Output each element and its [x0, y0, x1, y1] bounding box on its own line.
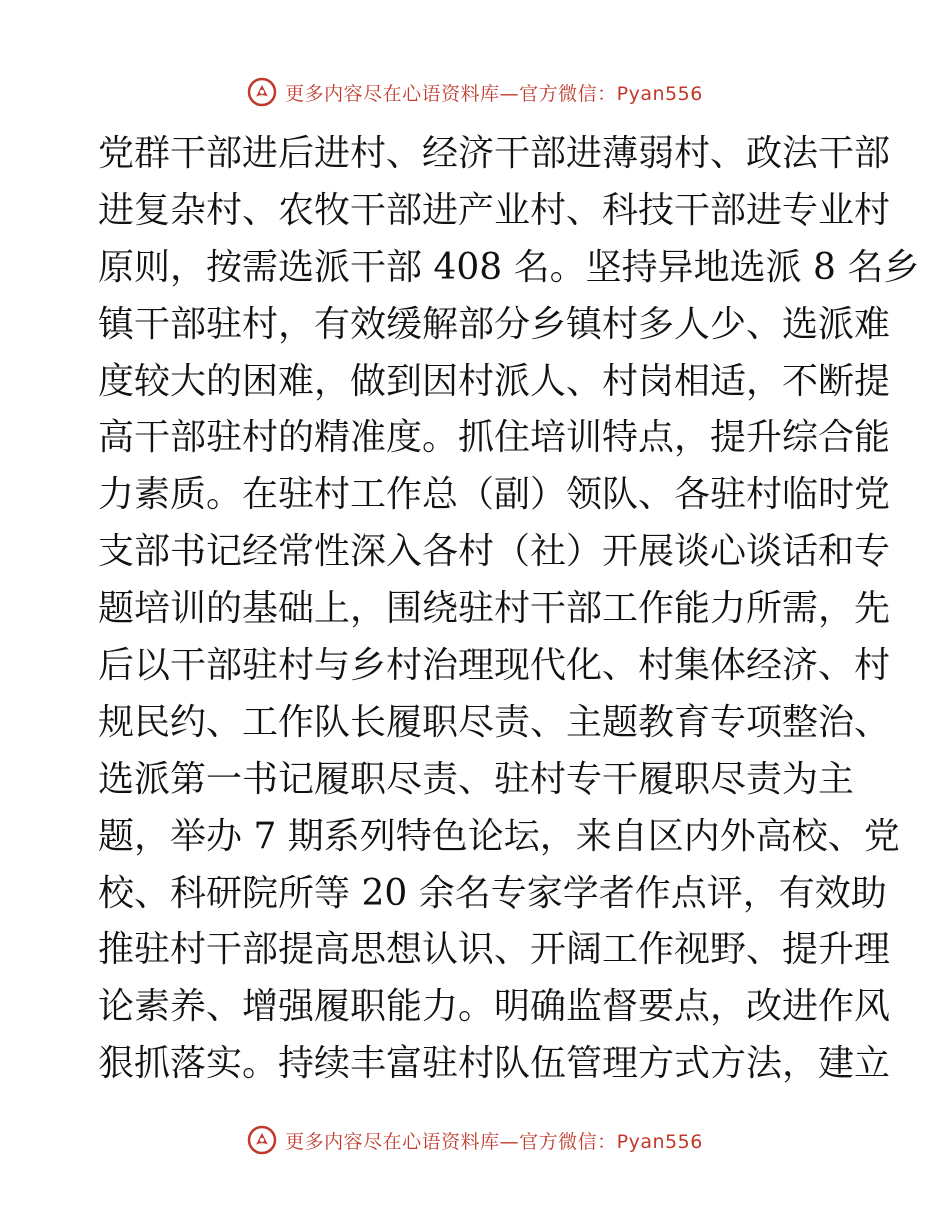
body-line: 题，举办 7 期系列特色论坛，来自区内外高校、党 — [98, 815, 900, 857]
body-line: 题培训的基础上，围绕驻村干部工作能力所需，先 — [98, 588, 891, 630]
header-banner-text: 更多内容尽在心语资料库—官方微信：Pyan556 — [285, 82, 703, 105]
logo-icon — [247, 77, 277, 107]
header-banner — [247, 77, 703, 107]
page-header — [0, 72, 950, 112]
body-line: 规民约、工作队长履职尽责、主题教育专项整治、 — [98, 701, 891, 743]
body-line: 推驻村干部提高思想认识、开阔工作视野、提升理 — [98, 929, 891, 971]
body-line: 后以干部驻村与乡村治理现代化、村集体经济、村 — [98, 645, 891, 687]
body-line: 党群干部进后进村、经济干部进薄弱村、政法干部 — [98, 133, 891, 174]
document-body — [98, 126, 920, 1093]
page-footer — [0, 1120, 950, 1160]
body-line: 狠抓落实。持续丰富驻村队伍管理方式方法，建立 — [98, 1043, 891, 1085]
body-line: 镇干部驻村，有效缓解部分乡镇村多人少、选派难 — [98, 303, 891, 345]
body-line: 论素养、增强履职能力。明确监督要点，改进作风 — [98, 986, 891, 1028]
footer-banner — [247, 1125, 703, 1155]
footer-banner-text: 更多内容尽在心语资料库—官方微信：Pyan556 — [285, 1130, 703, 1153]
body-line: 高干部驻村的精准度。抓住培训特点，提升综合能 — [98, 417, 891, 459]
body-line: 校、科研院所等 20 余名专家学者作点评，有效助 — [98, 872, 887, 914]
body-line: 支部书记经常性深入各村（社）开展谈心谈话和专 — [98, 531, 891, 573]
body-line: 力素质。在驻村工作总（副）领队、各驻村临时党 — [98, 474, 891, 516]
body-line: 度较大的困难，做到因村派人、村岗相适，不断提 — [98, 360, 891, 402]
body-line: 选派第一书记履职尽责、驻村专干履职尽责为主 — [98, 758, 855, 800]
logo-icon — [247, 1125, 277, 1155]
body-line: 原则，按需选派干部 408 名。坚持异地选派 8 名乡 — [98, 246, 920, 288]
body-line: 进复杂村、农牧干部进产业村、科技干部进专业村 — [98, 189, 891, 231]
